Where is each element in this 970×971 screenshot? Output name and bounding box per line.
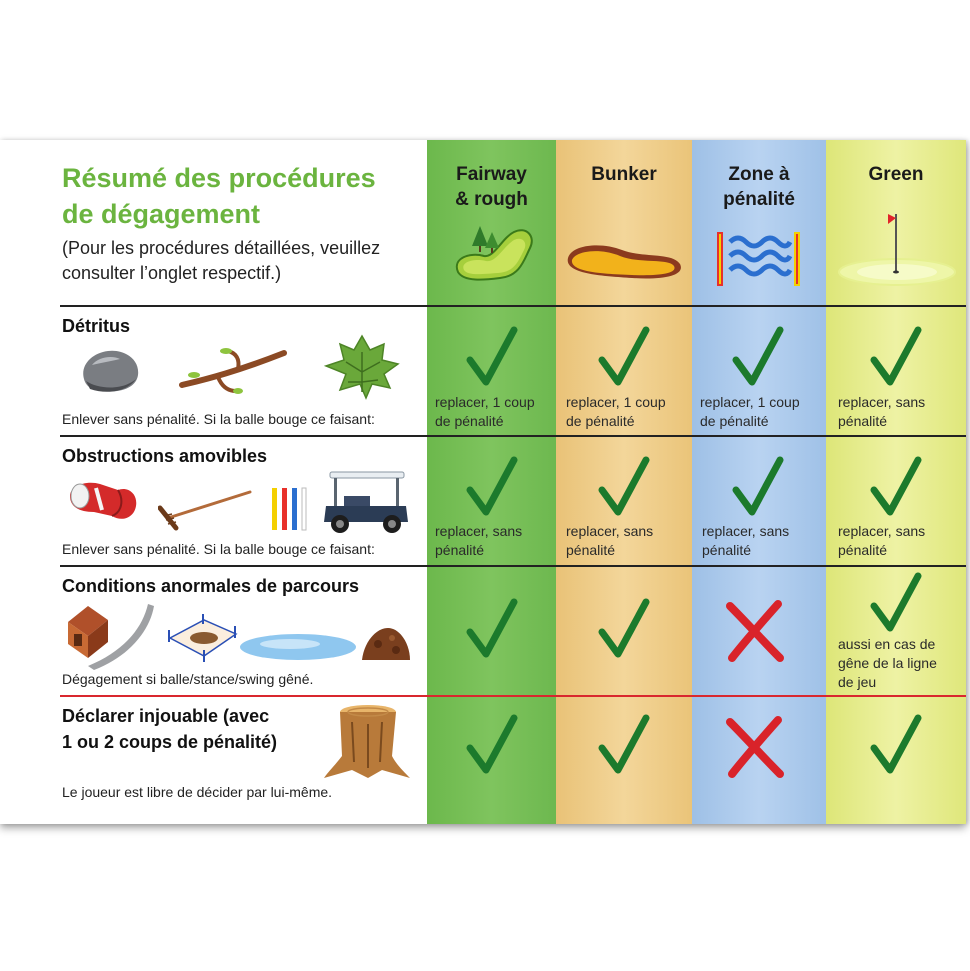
check-icon [466, 598, 518, 660]
column-header-fairway-line2: & rough [455, 189, 528, 210]
row-title-abnormal-conditions: Conditions anormales de parcours [62, 576, 360, 596]
row-title-unplayable [62, 703, 277, 755]
cell-detritus-green [838, 393, 925, 431]
penalty-area-icon [714, 228, 804, 290]
row-divider-red [60, 695, 966, 697]
cell-line: replacer, sans [566, 523, 654, 539]
row-title-detritus: Détritus [62, 316, 131, 336]
cell-line: replacer, sans [702, 523, 790, 539]
cross-icon [724, 714, 786, 780]
row-note-obstructions: Enlever sans pénalité. Si la balle bouge ce faisant: [62, 541, 375, 557]
cell-obstructions-bunker [566, 522, 653, 560]
cell-line: de pénalité [700, 413, 769, 429]
page-title-line2: de dégagement [62, 199, 261, 229]
water-puddle-icon [238, 632, 358, 662]
rake-icon [158, 488, 254, 532]
cell-line: replacer, 1 coup [700, 394, 800, 410]
check-icon [732, 456, 784, 518]
stone-icon [78, 345, 144, 395]
cross-icon [724, 598, 786, 664]
check-icon [870, 714, 922, 776]
check-icon [870, 326, 922, 388]
column-header-fairway [427, 162, 556, 212]
column-header-fairway-line1: Fairway [456, 164, 527, 185]
can-icon [66, 476, 140, 526]
stakes-icon [270, 486, 308, 532]
shed-icon [64, 600, 160, 672]
row-title-obstructions: Obstructions amovibles [62, 446, 268, 466]
bunker-icon [562, 236, 686, 284]
cell-line: replacer, sans [435, 523, 523, 539]
check-icon [598, 326, 650, 388]
check-icon [466, 326, 518, 388]
check-icon [870, 456, 922, 518]
column-header-green: Green [868, 164, 924, 185]
green-flag-icon [836, 208, 958, 288]
cell-detritus-penalty [700, 393, 800, 431]
row-note-unplayable: Le joueur est libre de décider par lui-même. [62, 784, 333, 800]
cell-line: replacer, 1 coup [435, 394, 535, 410]
check-icon [732, 326, 784, 388]
check-icon [598, 714, 650, 776]
cell-line: replacer, sans [838, 394, 926, 410]
check-icon [466, 714, 518, 776]
cell-line: de pénalité [566, 413, 635, 429]
cell-line: gêne de la ligne [838, 655, 937, 671]
column-header-penalty-line2: pénalité [723, 189, 795, 210]
cell-obstructions-fairway [435, 522, 522, 560]
row-divider [60, 435, 966, 437]
cell-line: pénalité [435, 542, 485, 558]
cell-line: de jeu [838, 674, 877, 690]
cell-line: aussi en cas de [838, 636, 936, 652]
row-note-abnormal-conditions: Dégagement si balle/stance/swing gêné. [62, 671, 314, 687]
check-icon [598, 456, 650, 518]
row-note-detritus: Enlever sans pénalité. Si la balle bouge ce faisant: [62, 411, 375, 427]
check-icon [870, 572, 922, 634]
cell-line: replacer, sans [838, 523, 926, 539]
branch-icon [178, 345, 290, 395]
row-divider [60, 565, 966, 567]
column-header-penalty-line1: Zone à [728, 164, 790, 185]
golf-cart-icon [322, 470, 412, 534]
column-header-bunker: Bunker [591, 164, 657, 185]
check-icon [466, 456, 518, 518]
cell-line: pénalité [566, 542, 616, 558]
cell-detritus-bunker [566, 393, 666, 431]
column-header-penalty-area [692, 162, 826, 212]
cell-line: de pénalité [435, 413, 504, 429]
page-subtitle: (Pour les procédures détaillées, veuillez consulter l’onglet respectif.) [62, 238, 381, 283]
ground-under-repair-icon [164, 612, 242, 662]
animal-mound-icon [360, 624, 412, 664]
cell-line: pénalité [838, 542, 888, 558]
cell-line: pénalité [702, 542, 752, 558]
cell-abnormal-green [838, 635, 937, 692]
leaf-icon [322, 332, 400, 402]
page-title-line1: Résumé des procédures [62, 163, 376, 193]
cell-obstructions-penalty [702, 522, 789, 560]
cell-line: replacer, 1 coup [566, 394, 666, 410]
cell-obstructions-green [838, 522, 925, 560]
row-title-unplayable-line1: Déclarer injouable (avec [62, 706, 270, 726]
check-icon [598, 598, 650, 660]
tree-stump-icon [322, 702, 414, 782]
cell-line: pénalité [838, 413, 888, 429]
cell-detritus-fairway [435, 393, 535, 431]
fairway-icon [450, 218, 540, 284]
page-title [62, 160, 376, 232]
row-title-unplayable-line2: 1 ou 2 coups de pénalité) [62, 732, 278, 752]
row-divider [60, 305, 966, 307]
